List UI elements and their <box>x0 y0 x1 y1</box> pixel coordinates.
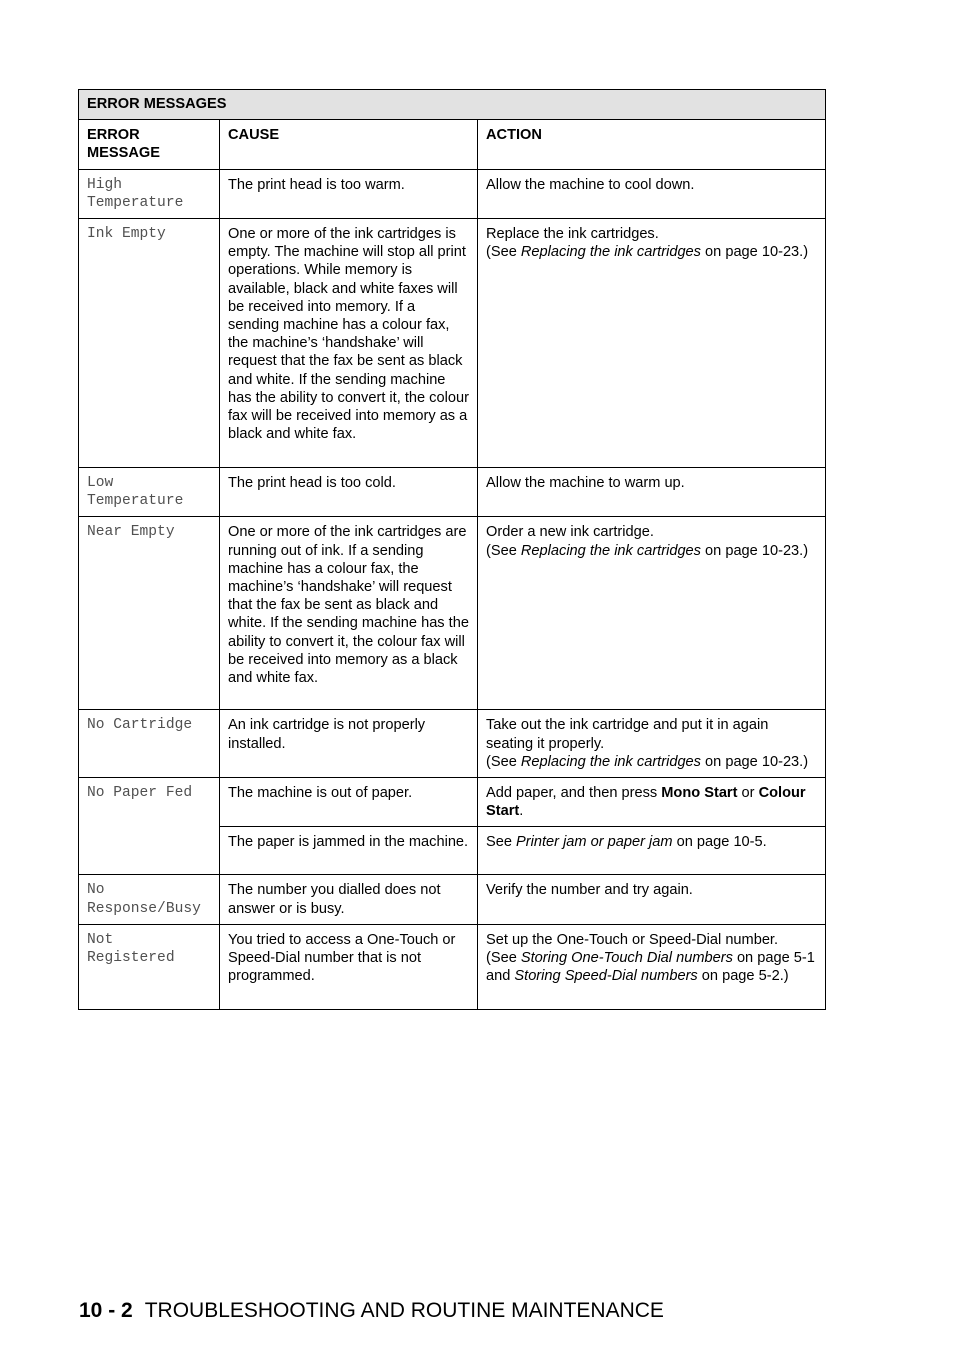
action-reference: (See Replacing the ink cartridges on page 10-23.) <box>486 542 809 559</box>
page-number: 10 - 2 <box>79 1299 133 1322</box>
cause-cell: You tried to access a One-Touch or Speed-Dial number that is not programmed. <box>220 924 478 1009</box>
action-cell <box>478 710 826 778</box>
error-message-cell: Near Empty <box>79 517 220 710</box>
cause-cell: The machine is out of paper. <box>220 778 478 827</box>
table-row <box>79 710 826 778</box>
table-row <box>79 875 826 924</box>
table-row <box>79 468 826 517</box>
table-row <box>79 924 826 1009</box>
error-message-cell <box>79 169 220 218</box>
error-messages-table <box>78 89 826 1010</box>
error-message-cell <box>79 924 220 1009</box>
table-title: ERROR MESSAGES <box>79 90 826 120</box>
action-cell: Allow the machine to cool down. <box>478 169 826 218</box>
cause-cell: The number you dialled does not answer or is busy. <box>220 875 478 924</box>
action-cell <box>478 924 826 1009</box>
page-footer <box>79 1299 664 1323</box>
cause-cell: The print head is too cold. <box>220 468 478 517</box>
error-message-text: High Temperature <box>87 176 184 211</box>
error-message-cell <box>79 875 220 924</box>
cause-cell: The paper is jammed in the machine. <box>220 827 478 875</box>
cause-cell: One or more of the ink cartridges are running out of ink. If a sending machine has a colour fax, the machine’s ‘handshake’ will request that the fax be sent as black and white. If the sending machine has the ability to convert it, the colour fax will be received into memory as a black and white fax. <box>220 517 478 710</box>
error-message-cell: No Cartridge <box>79 710 220 778</box>
header-error-message: ERROR MESSAGE <box>79 120 220 169</box>
table-title-row <box>79 90 826 120</box>
action-cell <box>478 517 826 710</box>
action-line: Take out the ink cartridge and put it in again seating it properly. <box>486 717 769 752</box>
action-cell: See Printer jam or paper jam on page 10-5. <box>478 827 826 875</box>
error-message-text: No Response/Busy <box>87 882 201 917</box>
action-reference: (See Replacing the ink cartridges on page 10-23.) <box>486 753 809 770</box>
colour-start-key: Colour Start <box>486 785 806 820</box>
action-reference: (See Replacing the ink cartridges on page 10-23.) <box>486 244 809 261</box>
error-message-cell <box>79 468 220 517</box>
cause-cell: The print head is too warm. <box>220 169 478 218</box>
section-title: TROUBLESHOOTING AND ROUTINE MAINTENANCE <box>144 1299 664 1322</box>
error-message-text: Not Registered <box>87 931 175 967</box>
action-line: Set up the One-Touch or Speed-Dial number. <box>486 931 779 948</box>
error-message-cell: Ink Empty <box>79 219 220 468</box>
cause-cell: An ink cartridge is not properly installed. <box>220 710 478 778</box>
table-row <box>79 219 826 468</box>
table-row <box>79 169 826 218</box>
cause-cell: One or more of the ink cartridges is empty. The machine will stop all print operations. While memory is available, black and white faxes will be received into memory. If a sending machine has a colour fax, the machine’s ‘handshake’ will request that the fax be sent as black and white. If the sending machine has the ability to convert it, the colour fax will be received into memory as a black and white fax. <box>220 219 478 468</box>
table-row <box>79 517 826 710</box>
error-message-cell: No Paper Fed <box>79 778 220 875</box>
action-reference: (See Storing One-Touch Dial numbers on page 5-1 and Storing Speed-Dial numbers on page 5-2.) <box>486 950 815 985</box>
action-cell: Allow the machine to warm up. <box>478 468 826 517</box>
header-cause: CAUSE <box>220 120 478 169</box>
action-line: Order a new ink cartridge. <box>486 524 654 541</box>
action-cell: Add paper, and then press Mono Start or Colour Start. <box>478 778 826 827</box>
table-row <box>79 778 826 827</box>
table-header-row <box>79 120 826 169</box>
action-cell: Verify the number and try again. <box>478 875 826 924</box>
error-message-text: Low Temperature <box>87 475 184 510</box>
mono-start-key: Mono Start <box>661 785 738 802</box>
action-cell <box>478 219 826 468</box>
header-action: ACTION <box>478 120 826 169</box>
action-line: Replace the ink cartridges. <box>486 226 659 243</box>
